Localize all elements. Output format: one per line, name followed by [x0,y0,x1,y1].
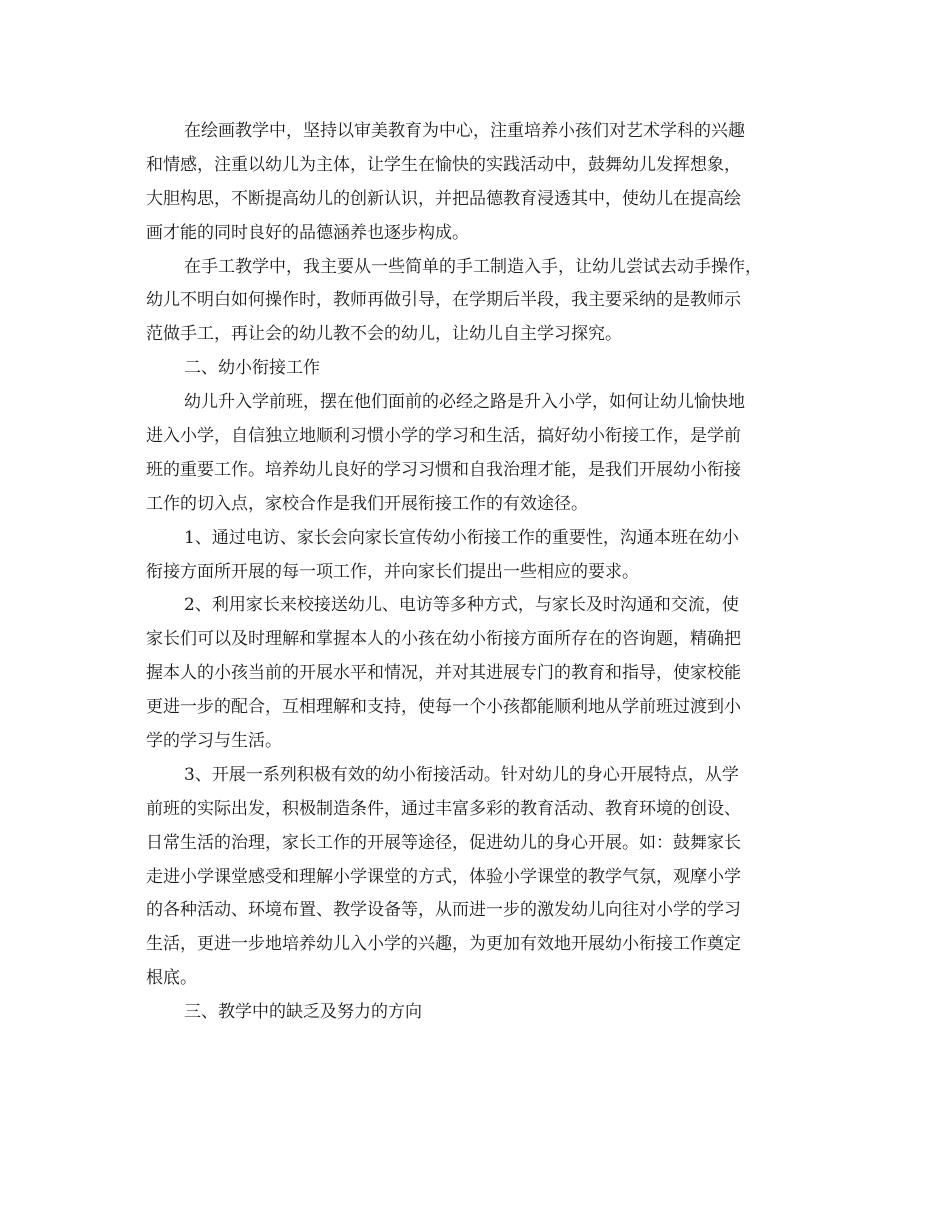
text-line: 画才能的同时良好的品德涵养也逐步构成。 [146,222,469,243]
text-line: 更进一步的配合，互相理解和支持，使每一个小孩都能顺利地从学前班过渡到小 [146,697,741,718]
text-line: 走进小学课堂感受和理解小学课堂的方式，体验小学课堂的教学气氛，观摩小学 [146,866,741,887]
text-line: 工作的切入点，家校合作是我们开展衔接工作的有效途径。 [146,493,588,514]
text-line: 范做手工，再让会的幼儿教不会的幼儿，让幼儿自主学习探究。 [146,324,622,345]
text-line: 家长们可以及时理解和掌握本人的小孩在幼小衔接方面所存在的咨询题，精确把 [146,629,741,650]
text-line: 根底。 [146,968,197,989]
document-page [146,115,806,1030]
text-line: 衔接方面所开展的每一项工作，并向家长们提出一些相应的要求。 [146,561,639,582]
text-line: 生活，更进一步地培养幼儿入小学的兴趣，为更加有效地开展幼小衔接工作奠定 [146,934,741,955]
text-line: 进入小学，自信独立地顺利习惯小学的学习和生活，搞好幼小衔接工作，是学前 [146,426,741,447]
text-line: 在手工教学中，我主要从一些简单的手工制造入手，让幼儿尝试去动手操作， [184,256,762,277]
text-line: 大胆构思，不断提高幼儿的创新认识，并把品德教育浸透其中，使幼儿在提高绘 [146,188,741,209]
text-line: 3、开展一系列积极有效的幼小衔接活动。针对幼儿的身心开展特点，从学 [184,764,739,785]
text-line: 握本人的小孩当前的开展水平和情况，并对其进展专门的教育和指导，使家校能 [146,663,741,684]
text-line: 二、幼小衔接工作 [184,358,320,379]
text-line: 和情感，注重以幼儿为主体，让学生在愉快的实践活动中，鼓舞幼儿发挥想象， [146,154,741,175]
text-line: 三、教学中的缺乏及努力的方向 [184,1002,422,1023]
text-line: 1、通过电访、家长会向家长宣传幼小衔接工作的重要性，沟通本班在幼小 [184,527,739,548]
text-line: 前班的实际出发，积极制造条件，通过丰富多彩的教育活动、教育环境的创设、 [146,798,741,819]
text-line: 幼儿不明白如何操作时，教师再做引导，在学期后半段，我主要采纳的是教师示 [146,290,741,311]
text-line: 班的重要工作。培养幼儿良好的学习习惯和自我治理才能，是我们开展幼小衔接 [146,459,741,480]
text-line: 的各种活动、环境布置、教学设备等，从而进一步的激发幼儿向往对小学的学习 [146,900,741,921]
text-line: 日常生活的治理，家长工作的开展等途径，促进幼儿的身心开展。如：鼓舞家长 [146,832,741,853]
text-line: 幼儿升入学前班，摆在他们面前的必经之路是升入小学，如何让幼儿愉快地 [184,392,745,413]
text-line: 2、利用家长来校接送幼儿、电访等多种方式，与家长及时沟通和交流，使 [184,595,739,616]
text-line: 在绘画教学中，坚持以审美教育为中心，注重培养小孩们对艺术学科的兴趣 [184,121,745,141]
text-line: 学的学习与生活。 [146,731,282,752]
